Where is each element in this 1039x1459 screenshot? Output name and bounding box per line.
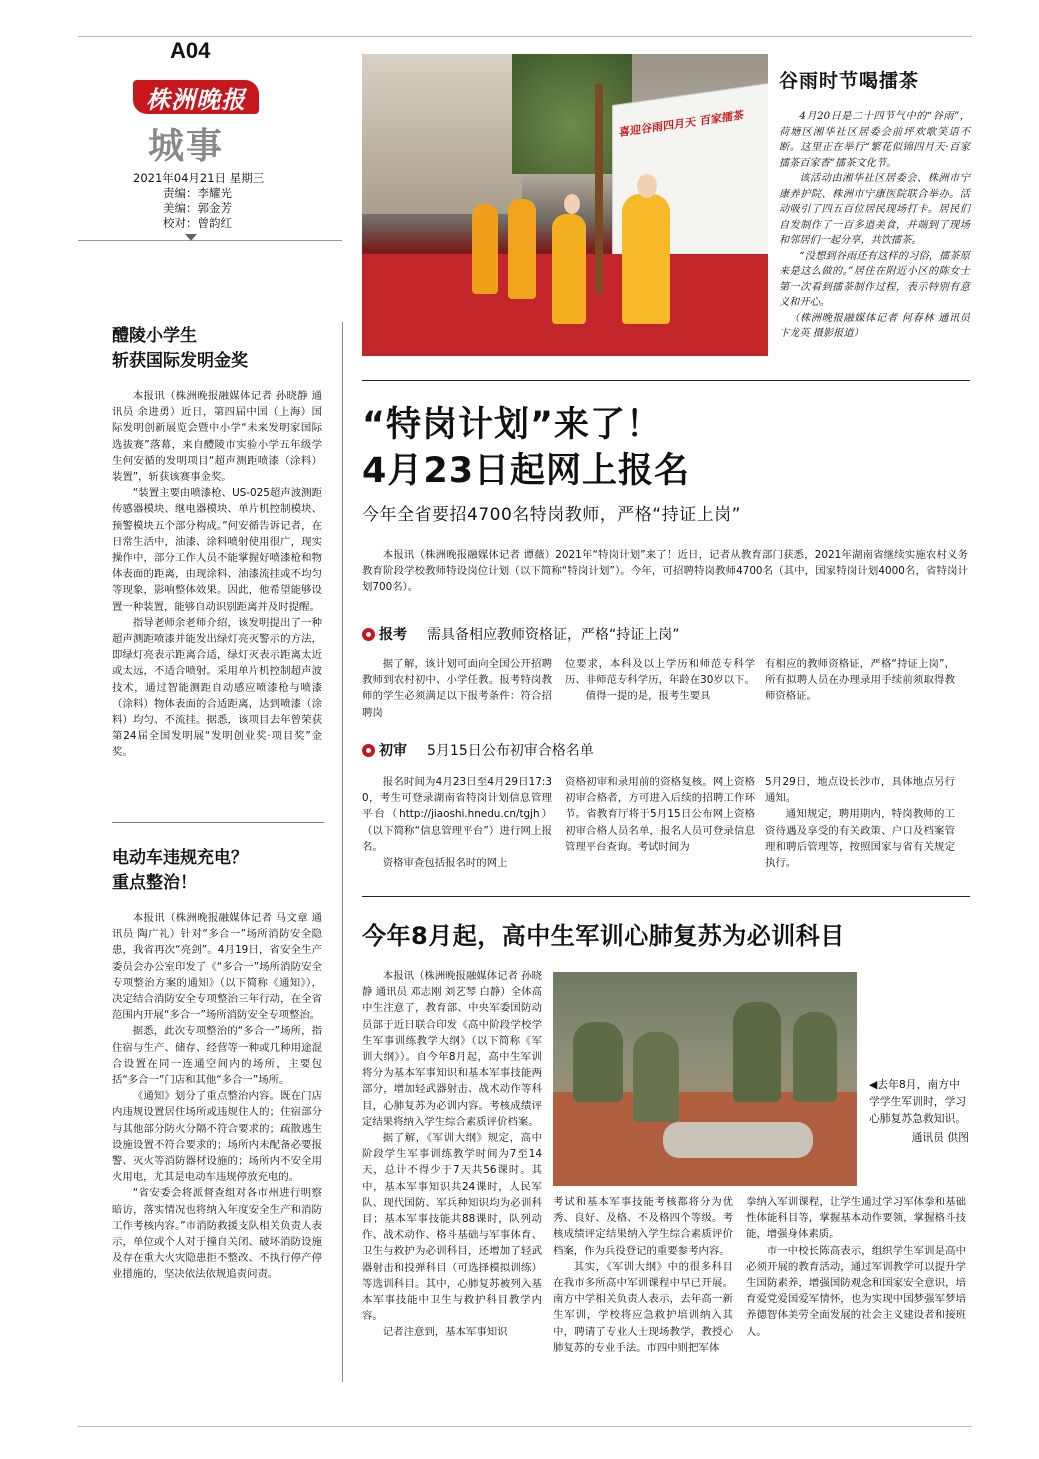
left-story2-title-line2: 重点整治！ (112, 873, 197, 893)
top-story-body (779, 109, 970, 342)
paper-logo (133, 80, 259, 114)
bottom-story-paragraph: 本报讯（株洲晚报融媒体记者 孙晓静 通讯员 邓志刚 刘艺琴 白静）全体高中生注意了，教育部、中央军委国防动员部于近日联合印发《高中阶段学校学生军事训练教学大纲》（以下简称《军训大纲》）。自今年8月起，高中生军训将分为基本军事知识和基本军事技能两部分，增加轻武器射击、战术动作等科目，心肺复苏为必训内容。考核成绩评定结果将纳入学生综合素质评价档案。 (362, 970, 542, 1128)
military-training-photo (553, 972, 857, 1186)
section-review (362, 740, 594, 760)
main-lead (362, 547, 968, 596)
main-subhead: 今年全省要招4700名特岗教师，严格“持证上岗” (362, 505, 741, 525)
section-review-col1 (362, 774, 552, 871)
section-review-heading: 5月15日公布初审合格名单 (427, 743, 594, 759)
top-story-paragraph: 4月20日是二十四节气中的“谷雨”，荷塘区湘华社区居委会前坪欢歌笑语不断。这里正在举行“繁花似锦四月天·百家擂茶百家香”擂茶文化节。 (779, 111, 970, 169)
section-review-text: 通知规定，聘用期内，特岗教师的工资待遇及享受的有关政策、户口及档案管理和聘后管理等，按照国家与省有关规定执行。 (765, 808, 955, 870)
bottom-story-col2 (553, 1194, 733, 1356)
section-apply-col2 (565, 656, 755, 705)
student-group (563, 992, 843, 1172)
section-review-text: 报名时间为4月23日至4月29日17:30，考生可登录湖南省特岗计划信息管理平台（http://jiaoshi.hnedu.cn/tgjh）（以下简称“信息管理平台”）进行网上报名。 (362, 776, 552, 853)
photo-credit: 通讯员 供图 (911, 1131, 969, 1144)
left-story2-paragraph: 《通知》划分了重点整治内容。既在门店内违规设置居住场所或违规住人的；住宿部分与其他部分防火分隔不符合要求的；疏散逃生设施设置不符合要求的；场所内未配备必要报警、灭火等消防器材设施的；场所内不安全用火用电，尤其是电动车违规停放充电的。 (112, 1090, 322, 1184)
section-name: 城事 (148, 125, 225, 167)
left-story1-paragraph: 指导老师余老师介绍，该发明提出了一种超声测距喷漆并能发出绿灯亮灭警示的方法，即绿灯亮表示距离合适，绿灯灭表示距离太近或太远，不适合喷射。采用单片机控制超声波技术，通过智能测距自动感应喷漆枪与喷漆（涂料）物体表面的合适距离，达到喷漆（涂料）均匀、不流挂。据悉，该项目去年曾荣获第24届全国发明展“发明创业奖·项目奖”金奖。 (112, 616, 322, 759)
masthead-marker (185, 234, 197, 241)
badge-dot-icon (362, 744, 375, 757)
photo-caption (869, 1076, 969, 1146)
proofreader-credit: 校对：曾韵红 (163, 216, 232, 230)
left-story1-title-line2: 斩获国际发明金奖 (112, 351, 248, 371)
paper-logo-text: 株洲晚报 (146, 84, 246, 114)
left-story1-paragraph: “装置主要由喷漆枪、US-025超声波测距传感器模块、继电器模块、单片机控制模块、预警模块五个部分构成。”何安循告诉记者，在日常生活中，油漆、涂料喷射使用很广，现实操作中，部分工作人员不能掌握好喷漆枪和物体表面的距离，由现涂料、油漆流挂或不均匀等现象，影响整体效果。因此，他希望能够设置一种装置，能够自动识别距离并及时提醒。 (112, 487, 322, 613)
left-story2-paragraph: “省安委会将派督查组对各市州进行明察暗访，落实情况也将纳入年度安全生产和消防工作考核内容。”市消防救援支队相关负责人表示，单位或个人对于撞自关闭、破坏消防设施及存在重大火灾隐患拒不整改、不执行停产停业措施的，坚决依法依规追责问责。 (112, 1187, 322, 1281)
left-story1-body (112, 388, 322, 761)
section-apply (362, 624, 680, 644)
tea-festival-photo (362, 54, 768, 356)
section-review-text: 资格审查包括报名时的网上 (382, 857, 508, 870)
section-apply-col3 (765, 656, 955, 705)
bottom-story-paragraph: 据了解，《军训大纲》规定，高中阶段学生军事训练教学时间为7至14天，总计不得少于7天共56课时。其中，基本军事知识共24课时，人民军队、现代国防、军兵种知识均为必训科目；基本军事技能共88课时，队列动作、战术动作、格斗基础与军事体育、卫生与救护为必训科目，还增加了轻武器射击和投弹科目（可选择模拟训练）等选训科目。其中，心肺复苏被列入基本军事技能中卫生与救护科目教学内容。 (362, 1132, 542, 1323)
left-story1-title-line1: 醴陵小学生 (112, 326, 197, 346)
issue-date: 2021年04月21日 星期三 (133, 171, 265, 185)
bottom-story-paragraph: 记者注意到，基本军事知识 (382, 1326, 508, 1339)
designer-credit: 美编：郭金芳 (163, 201, 232, 215)
left-story2-title (112, 846, 248, 896)
bottom-story-paragraph: 其实，《军训大纲》中的很多科目在我市多所高中军训课程中早已开展。南方中学相关负责人表示，去年高一新生军训，学校将应急救护培训纳入其中，聘请了专业人士现场教学，教授心肺复苏的专业手法。市四中则把军体 (553, 1260, 733, 1354)
top-story-paragraph: 该活动由湘华社区居委会、株洲市宁康养护院、株洲市宁康医院联合举办。活动吸引了四五百位居民现场打卡。居民们自发制作了一百多道美食，并端到了现场和邻居们一起分享，共饮擂茶。 (779, 173, 970, 246)
section-apply-col1 (362, 656, 552, 721)
left-story2-title-line1: 电动车违规充电？ (112, 848, 248, 868)
top-story-paragraph: “没想到谷雨还有这样的习俗，擂茶原来是这么做的。”居住在附近小区的陈女士第一次看到擂茶制作过程，表示特别有意义和开心。 (779, 250, 970, 308)
left-story2-paragraph: 据悉，此次专项整治的“多合一”场所，指住宿与生产、储存、经营等一种或几种用途混合设置在同一连通空间内的场所，主要包括“多合一”门店和其他“多合一”场所。 (112, 1025, 322, 1087)
editor-credit: 责编：李耀光 (163, 186, 232, 200)
section-review-col3 (765, 774, 955, 871)
bottom-story-paragraph: 市一中校长陈高表示，组织学生军训是高中必须开展的教育活动，通过军训教学可以提升学生国防素养，增强国防观念和国家安全意识，培育爱党爱国爱军情怀，也为实现中国梦强军梦培养德智体美劳全面发展的社会主义建设者和接班人。 (746, 1244, 966, 1338)
main-headline-line1: “特岗计划”来了！ (362, 405, 663, 445)
bottom-story-col1 (362, 968, 542, 1341)
section-apply-text: 据了解，该计划可面向全国公开招聘教师到农村初中、小学任教。报考特岗教师的学生必须满足以下报考条件：符合招聘岗 (362, 658, 552, 719)
tea-pestle (595, 84, 603, 294)
bottom-story-paragraph: 拳纳入军训课程，让学生通过学习军体拳和基础性体能科目等，掌握基本动作要领，掌握格斗技能，增强身体素质。 (746, 1196, 966, 1241)
left-story1-paragraph: 本报讯（株洲晚报融媒体记者 孙晓静 通讯员 余进勇）近日，第四届中国（上海）国际发明创新展览会暨中小学“未来发明家国际选拔赛”落幕，来自醴陵市实验小学五年级学生何安循的发明项目“超声测距喷漆（涂料）装置”，斩获该赛事金奖。 (112, 390, 322, 484)
photo-caption-text: ◀去年8月，南方中学学生军训时，学习心肺复苏急救知识。 (869, 1078, 967, 1125)
section-apply-text: 有相应的教师资格证，严格“持证上岗”，所有拟聘人员在办理录用手续前须取得教师资格证。 (765, 658, 955, 703)
main-headline (362, 402, 690, 494)
bottom-headline: 今年8月起，高中生军训心肺复苏为必训科目 (362, 922, 845, 950)
badge-dot-icon (362, 628, 375, 641)
banner-text: 喜迎谷雨四月天 百家擂茶 (619, 108, 744, 140)
section-review-col2 (565, 774, 755, 855)
main-headline-line2: 4月23日起网上报名 (362, 451, 691, 491)
section-review-badge: 初审 (379, 743, 407, 759)
section-apply-text: 值得一提的是，报考生要具 (585, 690, 711, 703)
bottom-story-paragraph: 考试和基本军事技能考核都将分为优秀、良好、及格、不及格四个等级。考核成绩评定结果纳入学生综合素质评价档案，作为兵役登记的重要参考内容。 (553, 1196, 733, 1257)
section-review-text: 5月29日，地点设长沙市，具体地点另行通知。 (765, 776, 955, 805)
top-story-title: 谷雨时节喝擂茶 (779, 70, 920, 92)
main-lead-paragraph: 本报讯（株洲晚报融媒体记者 谭薇）2021年“特岗计划”来了！近日，记者从教育部门获悉，2021年湖南省继续实施农村义务教育阶段学校教师特设岗位计划（以下简称“特岗计划”）。今年，可招聘特岗教师4700名（其中，国家特岗计划4000名，省特岗计划700名）。 (362, 549, 968, 594)
left-story2-body (112, 910, 322, 1283)
bottom-story-col3 (746, 1194, 966, 1340)
section-apply-heading: 需具备相应教师资格证，严格“持证上岗” (427, 627, 680, 643)
section-apply-text: 位要求，本科及以上学历和师范专科学历、非师范专科学历，年龄在30岁以下。 (565, 658, 755, 687)
page-number: A04 (170, 38, 211, 63)
left-story2-paragraph: 本报讯（株洲晚报融媒体记者 马文章 通讯员 陶广礼）针对“多合一”场所消防安全隐患，我省再次“亮剑”。4月19日，省安全生产委员会办公室印发了《“多合一”场所消防安全专项整治方案的通知》（以下简称《通知》），决定结合消防安全专项整治三年行动，在全省范围内开展“多合一”场所消防安全专项整治。 (112, 912, 322, 1022)
section-review-text: 资格初审和录用前的资格复核。网上资格初审合格者，方可进入后续的招聘工作环节。省教育厅将于5月15日公布网上资格初审合格人员名单，报名人员可登录信息管理平台查询。考试时间为 (565, 776, 755, 853)
section-apply-badge: 报考 (379, 627, 407, 643)
top-story-credit: （株洲晚报融媒体记者 何春林 通讯员 卞龙英 摄影报道） (779, 312, 970, 339)
left-story1-title (112, 324, 248, 374)
performers (472, 174, 692, 324)
